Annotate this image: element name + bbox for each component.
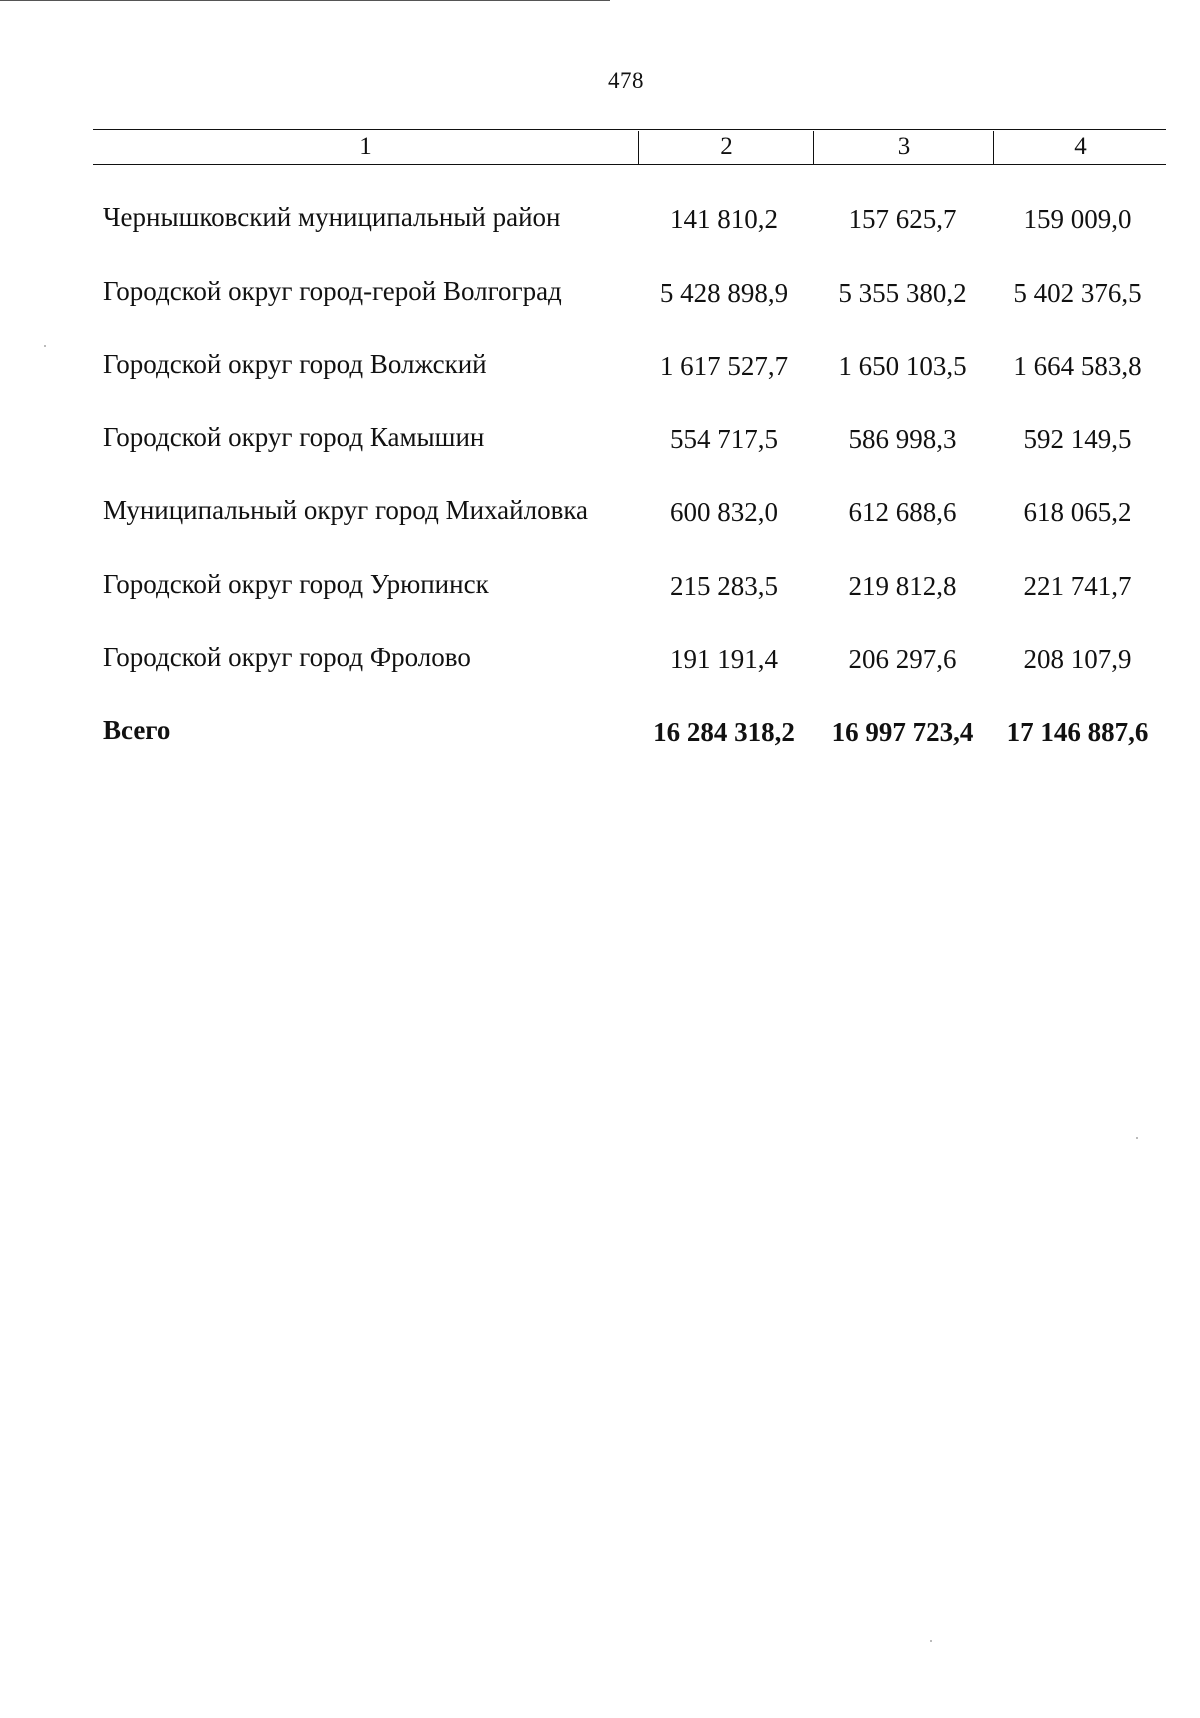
header-separator	[638, 131, 639, 165]
total-value-col-2: 16 284 318,2	[653, 717, 795, 747]
row-value-col-2: 215 283,5	[670, 571, 778, 601]
table-row	[0, 349, 1200, 389]
row-value-col-3: 1 650 103,5	[838, 351, 967, 381]
table-row	[0, 495, 1200, 535]
row-value-col-4: 208 107,9	[1023, 644, 1132, 674]
scan-speck	[44, 345, 46, 347]
row-value-col-4: 5 402 376,5	[1013, 278, 1142, 308]
row-name: Городской округ город Волжский	[103, 349, 487, 379]
row-name: Городской округ город-герой Волгоград	[103, 276, 562, 306]
table-row	[0, 569, 1200, 609]
header-col-2: 2	[720, 133, 733, 160]
row-value-col-3: 157 625,7	[848, 204, 957, 234]
scan-speck	[1136, 1137, 1138, 1139]
scan-top-edge	[0, 0, 610, 1]
row-value-col-2: 191 191,4	[670, 644, 778, 674]
row-value-col-3: 206 297,6	[848, 644, 957, 674]
row-value-col-2: 554 717,5	[670, 424, 778, 454]
row-value-col-2: 5 428 898,9	[659, 278, 789, 308]
header-col-4: 4	[1074, 133, 1087, 160]
row-name: Городской округ город Камышин	[103, 422, 485, 452]
row-value-col-4: 592 149,5	[1023, 424, 1132, 454]
table-row	[0, 276, 1200, 316]
header-col-1: 1	[359, 133, 372, 160]
total-value-col-3: 16 997 723,4	[831, 717, 974, 747]
row-value-col-4: 1 664 583,8	[1013, 351, 1142, 381]
row-name: Городской округ город Фролово	[103, 642, 471, 672]
header-col-3: 3	[897, 133, 911, 160]
table-row	[0, 422, 1200, 462]
row-value-col-4: 159 009,0	[1023, 204, 1132, 234]
row-name: Чернышковский муниципальный район	[103, 202, 561, 232]
header-bottom-rule	[93, 164, 1166, 165]
page-number: 478	[608, 68, 644, 93]
row-value-col-3: 5 355 380,2	[838, 278, 967, 308]
header-top-rule	[93, 129, 1166, 130]
total-label: Всего	[103, 715, 171, 745]
row-value-col-4: 221 741,7	[1023, 571, 1132, 601]
header-separator	[993, 131, 994, 165]
scan-speck	[930, 1640, 932, 1642]
table-row	[0, 202, 1200, 242]
row-value-col-2: 141 810,2	[670, 204, 778, 234]
row-value-col-3: 586 998,3	[848, 424, 957, 454]
table-row	[0, 642, 1200, 682]
row-name: Муниципальный округ город Михайловка	[103, 495, 589, 525]
table-total-row	[0, 715, 1200, 755]
row-value-col-3: 219 812,8	[848, 571, 957, 601]
row-value-col-3: 612 688,6	[848, 497, 957, 527]
row-value-col-2: 600 832,0	[670, 497, 778, 527]
row-value-col-4: 618 065,2	[1023, 497, 1132, 527]
header-separator	[813, 131, 814, 165]
total-value-col-4: 17 146 887,6	[1006, 717, 1149, 747]
row-value-col-2: 1 617 527,7	[659, 351, 789, 381]
row-name: Городской округ город Урюпинск	[103, 569, 489, 599]
